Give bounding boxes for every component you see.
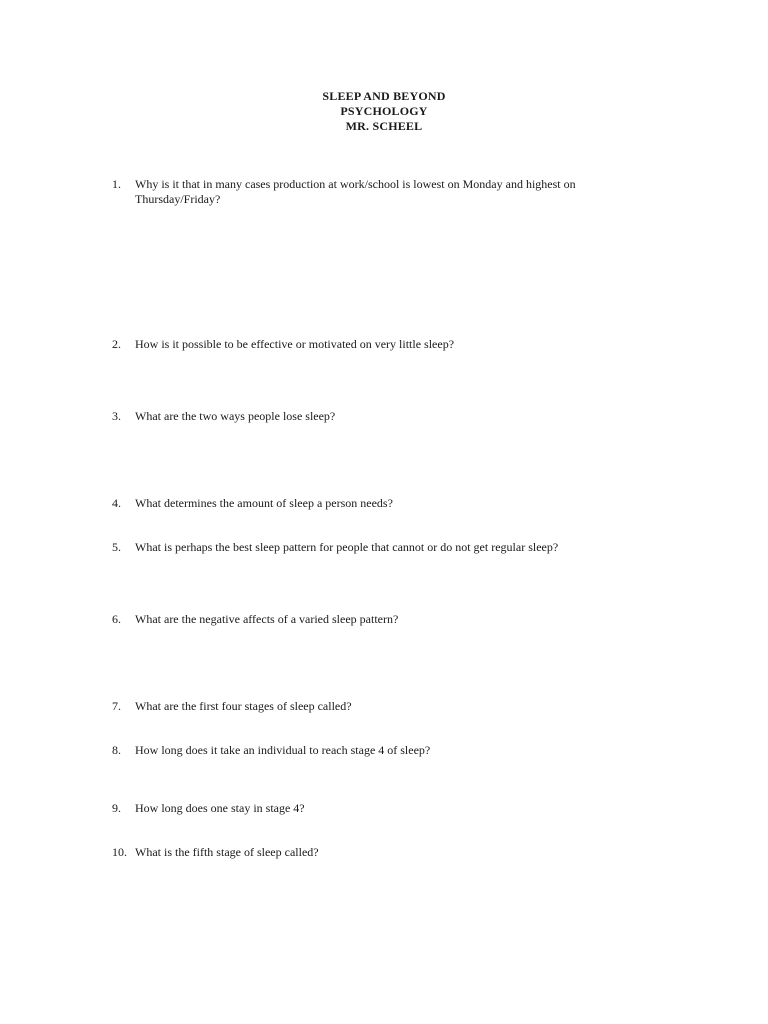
question-text: What are the first four stages of sleep called? [135, 699, 352, 713]
question-text: What is perhaps the best sleep pattern for people that cannot or do not get regular sleep? [135, 540, 559, 554]
question-2 [112, 337, 612, 352]
question-text: What are the negative affects of a varied sleep pattern? [135, 612, 399, 626]
question-number: 10. [112, 845, 127, 859]
question-1 [112, 177, 612, 207]
question-5 [112, 540, 612, 555]
question-number: 5. [112, 540, 121, 554]
question-number: 2. [112, 337, 121, 351]
question-3 [112, 409, 612, 424]
question-number: 9. [112, 801, 121, 815]
question-number: 6. [112, 612, 121, 626]
question-text: How is it possible to be effective or motivated on very little sleep? [135, 337, 455, 351]
document-header [0, 89, 768, 134]
question-text: How long does it take an individual to reach stage 4 of sleep? [135, 743, 431, 757]
question-number: 7. [112, 699, 121, 713]
title-line: SLEEP AND BEYOND [322, 89, 446, 103]
question-number: 4. [112, 496, 121, 510]
question-text: What determines the amount of sleep a person needs? [135, 496, 393, 510]
question-9 [112, 801, 612, 816]
question-4 [112, 496, 612, 511]
question-number: 8. [112, 743, 121, 757]
question-7 [112, 699, 612, 714]
question-text: What are the two ways people lose sleep? [135, 409, 336, 423]
subject-line: PSYCHOLOGY [340, 104, 428, 118]
question-10 [112, 845, 612, 860]
question-number: 1. [112, 177, 121, 191]
question-text: Why is it that in many cases production at work/school is lowest on Monday and highest on Thursday/Friday? [135, 177, 576, 206]
question-number: 3. [112, 409, 121, 423]
question-text: How long does one stay in stage 4? [135, 801, 305, 815]
question-text: What is the fifth stage of sleep called? [135, 845, 319, 859]
teacher-line: MR. SCHEEL [345, 119, 423, 133]
question-8 [112, 743, 612, 758]
question-6 [112, 612, 612, 627]
